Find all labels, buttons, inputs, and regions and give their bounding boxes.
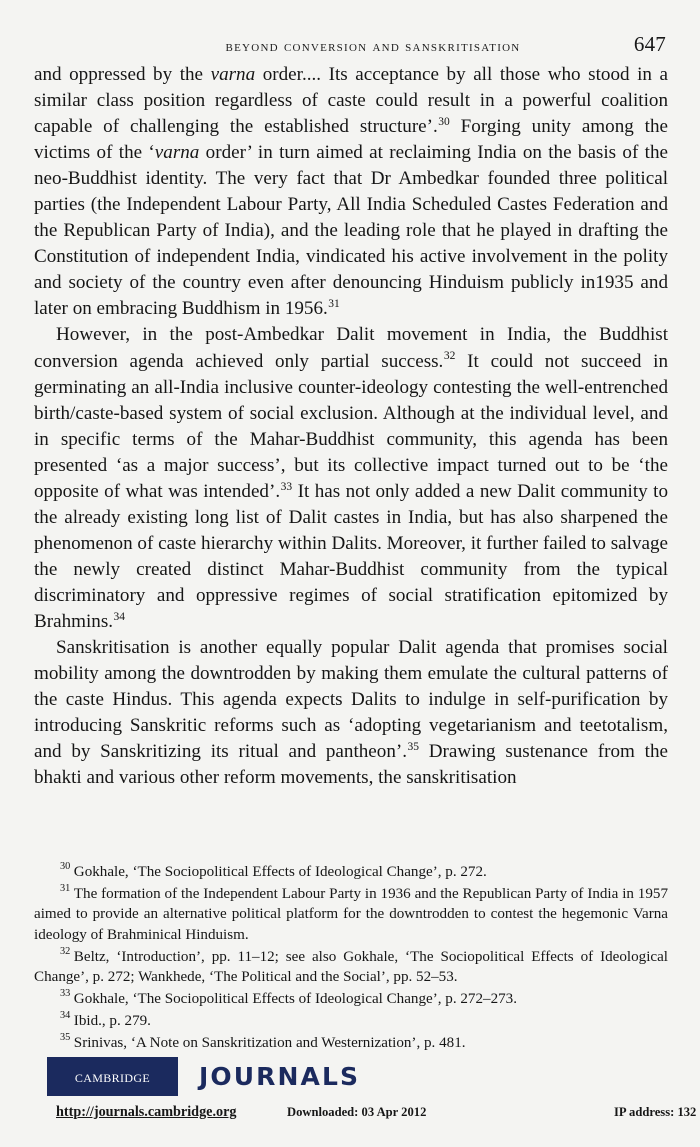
body-text xyxy=(34,62,668,791)
paragraph: Sanskritisation is another equally popular Dalit agenda that promises social mobility among the downtrodden by making them emulate the cultural patterns of the caste Hindus. This agenda expects Dalits to indulge in self-purification by introducing Sanskritic reforms such as ‘adopting vegetarianism and teetotalism, and by Sanskritizing its ritual and pantheon’.$^{35}$ Drawing sustenance from the bhakti and various other reform movements, the sanskritisation xyxy=(34,637,668,789)
footnote-reference[interactable]: 32 xyxy=(443,350,456,363)
footnote xyxy=(34,1011,668,1031)
footnote-text: Gokhale, ‘The Sociopolitical Effects of Ideological Change’, p. 272–273. xyxy=(73,990,517,1007)
footnote-reference[interactable]: 34 xyxy=(113,610,126,623)
journals-wordmark: JOURNALS xyxy=(199,1062,361,1091)
italic-term: varna xyxy=(154,142,200,164)
journals-url-link[interactable]: http://journals.cambridge.org xyxy=(56,1104,237,1120)
footer-meta-row xyxy=(0,1104,700,1128)
downloaded-date: Downloaded: 03 Apr 2012 xyxy=(287,1105,427,1119)
ip-address: IP address: 132 xyxy=(614,1105,697,1119)
footnote-text: Beltz, ‘Introduction’, pp. 11–12; see also Gokhale, ‘The Sociopolitical Effects of Ideological Change’, p. 272; Wankhede, ‘The Political and the Social’, pp. 52–53. xyxy=(34,948,668,986)
paragraph: and oppressed by the varna order.... Its acceptance by all those who stood in a similar class position regardless of caste could result in a powerful coalition capable of challenging the established structure’.$^{30}$ Forging unity among the victims of the ‘varna order’ in turn aimed at reclaiming India on the basis of the neo-Buddhist identity. The very fact that Dr Ambedkar founded three political parties (the Independent Labour Party, All India Scheduled Castes Federation and the Republican Party of India), and the leading role that he played in drafting the Constitution of independent India, vindicated his active involvement in the polity and society of the country even after denouncing Hinduism publicly in1935 and later on embracing Buddhism in 1956.31 xyxy=(34,64,668,320)
footnotes-block xyxy=(34,862,668,1055)
footnote-marker: 35 xyxy=(60,1031,71,1043)
cambridge-badge xyxy=(47,1057,178,1096)
footnote-reference[interactable]: 30 xyxy=(438,115,450,128)
page-footer xyxy=(0,1049,700,1147)
footnote-marker: 32 xyxy=(60,945,71,957)
footnote-marker: 34 xyxy=(60,1010,71,1022)
footnote xyxy=(34,989,668,1009)
cambridge-wordmark: cambridge xyxy=(74,1065,151,1086)
footnote-reference[interactable]: 31 xyxy=(328,298,340,311)
paragraph: However, in the post-Ambedkar Dalit movement in India, the Buddhist conversion agenda achieved only partial success.$^{32}$ It could not succeed in germinating an all-India inclusive counter-ideology contesting the well-entrenched birth/caste-based system of social exclusion. Although at the individual level, and in specific terms of the Mahar-Buddhist community, this agenda has been presented ‘as a major success’, but its collective impact turned out to be ‘the opposite of what was intended’.$^{33}$ It has not only added a new Dalit community to the already existing long list of Dalit castes in India, but has also sharpened the phenomenon of caste hierarchy within Dalits. Moreover, it further failed to salvage the newly created distinct Mahar-Buddhist community from the typical discriminatory and oppressive regimes of social stratification epitomized by Brahmins.$^{34}$ xyxy=(34,324,669,632)
footnote-reference[interactable]: 33 xyxy=(280,480,293,493)
italic-term: varna xyxy=(210,64,256,85)
footnote-text: The formation of the Independent Labour Party in 1936 and the Republican Party of India in 1957 aimed to provide an alternative political platform for the downtrodden to contest the hegemonic Varna ideology of Brahminical Hinduism. xyxy=(34,885,668,943)
footnote-marker: 31 xyxy=(60,883,71,895)
running-head-title: beyond conversion and sanskritisation xyxy=(225,38,521,55)
footnote xyxy=(34,884,668,945)
footnote-reference[interactable]: 35 xyxy=(407,741,419,754)
page-number: 647 xyxy=(633,32,666,56)
running-head xyxy=(34,32,666,56)
footnote xyxy=(34,947,668,988)
cambridge-journals-logo xyxy=(47,1057,360,1096)
footnote xyxy=(34,862,668,882)
footnote-text: Ibid., p. 279. xyxy=(73,1012,151,1029)
footnote-text: Gokhale, ‘The Sociopolitical Effects of Ideological Change’, p. 272. xyxy=(73,864,487,880)
footnote-text: Srinivas, ‘A Note on Sanskritization and Westernization’, p. 481. xyxy=(73,1034,466,1051)
footnote-marker: 30 xyxy=(60,861,71,873)
footnote-marker: 33 xyxy=(60,988,71,1000)
